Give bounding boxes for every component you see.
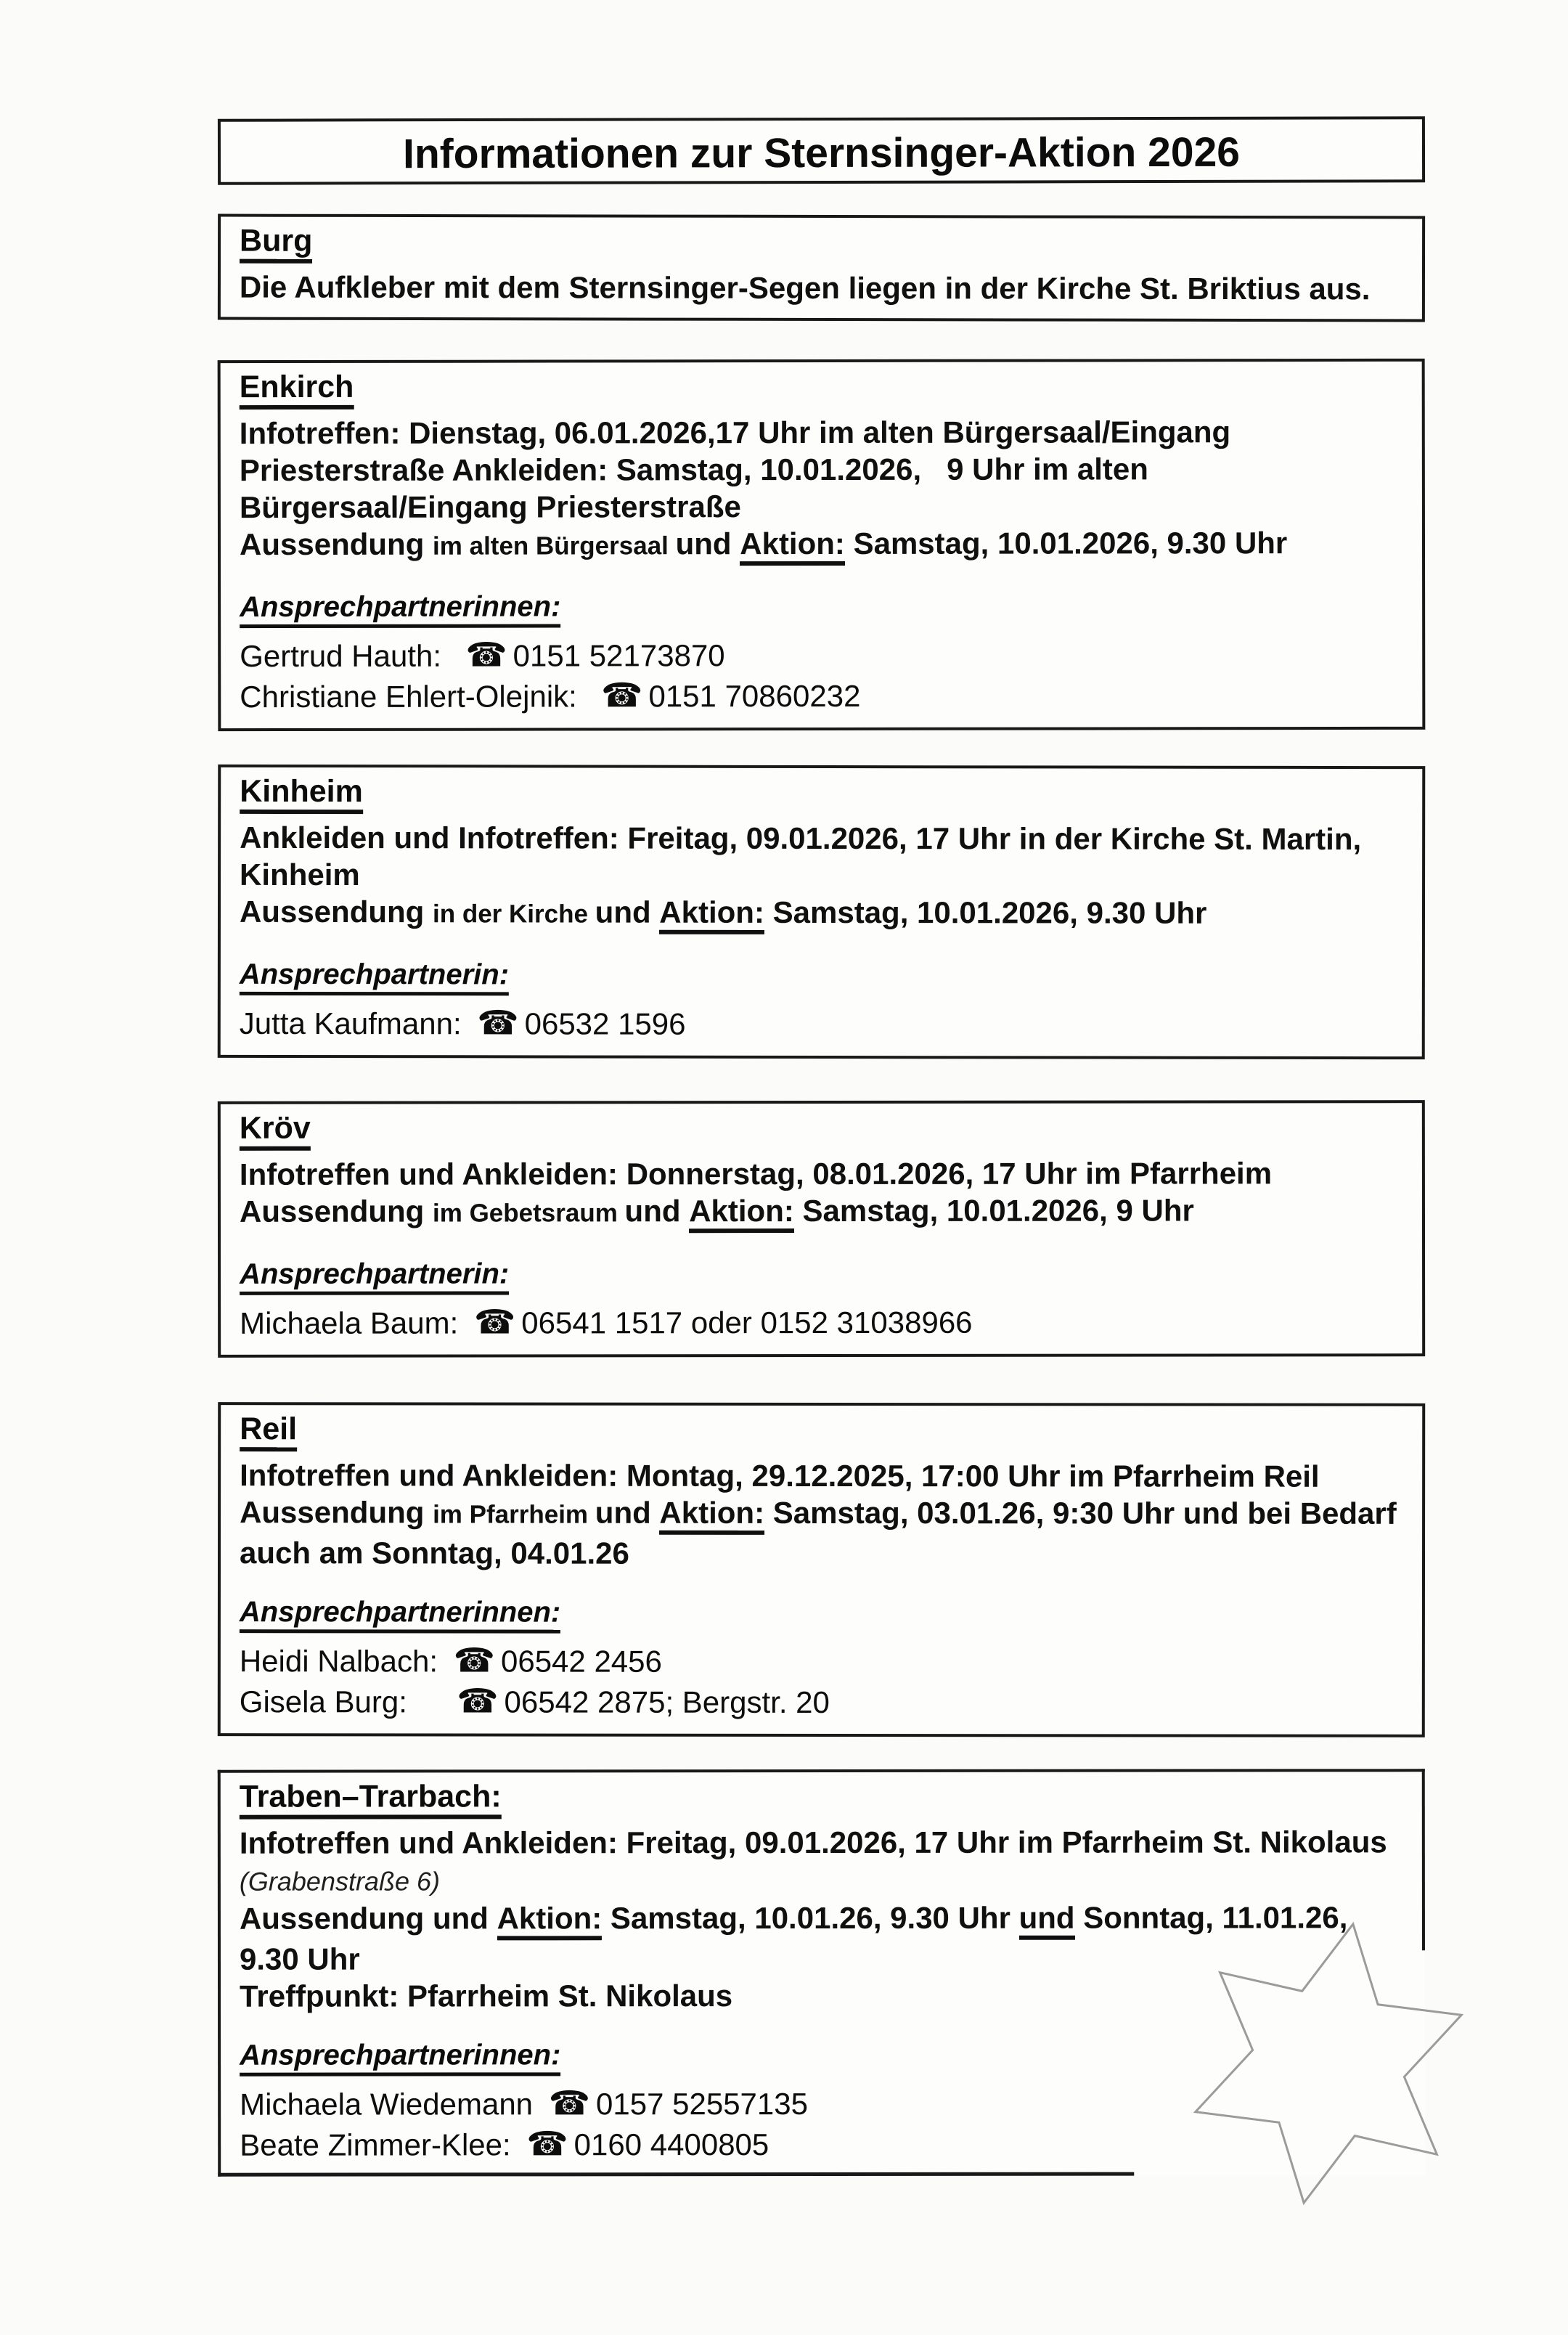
section-heading: Enkirch — [240, 370, 354, 409]
contact-name: Christiane Ehlert-Olejnik: — [240, 679, 595, 714]
text-line: Ankleiden und Infotreffen: Freitag, 09.01.2026, 17 Uhr in der Kirche St. Martin, — [240, 820, 1362, 857]
text-line: Infotreffen und Ankleiden: Freitag, 09.01.2026, 17 Uhr im Pfarrheim St. Nikolaus — [239, 1825, 1387, 1860]
contacts-heading: Ansprechpartnerinnen: — [240, 2039, 560, 2076]
text-line: Infotreffen und Ankleiden: Montag, 29.12.2025, 17:00 Uhr im Pfarrheim Reil — [240, 1458, 1320, 1493]
text-line: Aussendung und Aktion: Samstag, 10.01.26, 9.30 Uhr und Sonntag, 11.01.26, — [240, 1899, 1403, 1940]
contact-list — [240, 1640, 1403, 1723]
contact-name: Michaela Wiedemann — [240, 2087, 542, 2122]
contact-number: 06541 1517 oder 0152 31038966 — [521, 1305, 973, 1340]
contact-name: Michaela Baum: — [240, 1305, 467, 1340]
contact-name: Jutta Kaufmann: — [239, 1006, 470, 1041]
contact-line — [240, 1301, 1403, 1343]
star-icon — [1180, 1922, 1479, 2206]
section-body — [240, 1154, 1403, 1234]
contact-number: 06532 1596 — [524, 1006, 686, 1041]
section-heading: Traben–Trarbach: — [240, 1780, 502, 1819]
section-body — [240, 413, 1403, 566]
contacts-heading-row — [240, 1232, 1403, 1303]
section-heading-row — [240, 775, 1403, 820]
contact-number: 0151 70860232 — [648, 678, 861, 714]
contact-name: Beate Zimmer-Klee: — [240, 2127, 520, 2162]
contact-number: 0160 4400805 — [573, 2127, 769, 2162]
text-line: Priesterstraße Ankleiden: Samstag, 10.01.2026, 9 Uhr im alten — [239, 452, 1148, 488]
contact-name: Heidi Nalbach: — [239, 1644, 446, 1679]
contact-list — [240, 1301, 1403, 1343]
title-box — [218, 116, 1425, 184]
section-heading-row — [240, 369, 1403, 415]
section-enkirch — [218, 359, 1426, 731]
contact-number: 0157 52557135 — [595, 2087, 809, 2122]
text-line: Infotreffen: Dienstag, 06.01.2026,17 Uhr im alten Bürgersaal/Eingang — [239, 415, 1231, 451]
contact-number: 0151 52173870 — [513, 638, 725, 673]
phone-icon: ☎ — [526, 2124, 568, 2164]
text-line: Aussendung in der Kirche und Aktion: Samstag, 10.01.2026, 9.30 Uhr — [240, 893, 1403, 935]
section-heading: Kinheim — [240, 775, 363, 814]
text-line: Aussendung im Gebetsraum und Aktion: Samstag, 10.01.2026, 9 Uhr — [240, 1191, 1403, 1234]
phone-icon: ☎ — [453, 1640, 496, 1680]
section-heading-row — [240, 1412, 1403, 1458]
section-body — [240, 269, 1403, 308]
contact-line — [240, 675, 1403, 717]
text-line: Infotreffen und Ankleiden: Donnerstag, 08.01.2026, 17 Uhr im Pfarrheim — [239, 1156, 1273, 1191]
contact-number: 06542 2456 — [500, 1644, 662, 1679]
contact-name: Gisela Burg: — [239, 1684, 450, 1719]
phone-icon: ☎ — [457, 1681, 499, 1721]
contacts-heading: Ansprechpartnerinnen: — [240, 591, 560, 629]
text-line: Kinheim — [240, 857, 360, 892]
contact-line — [240, 634, 1403, 676]
contacts-heading: Ansprechpartnerin: — [240, 1258, 509, 1295]
document-title: Informationen zur Sternsinger-Aktion 2026 — [403, 129, 1240, 178]
text-line: Aussendung im Pfarrheim und Aktion: Samstag, 03.01.26, 9:30 Uhr und bei Bedarf — [240, 1493, 1403, 1536]
phone-icon: ☎ — [477, 1003, 519, 1043]
contact-list — [240, 634, 1403, 717]
contact-line — [240, 1640, 1403, 1682]
section-heading: Kröv — [240, 1112, 311, 1151]
phone-icon: ☎ — [473, 1302, 516, 1342]
section-reil — [218, 1402, 1425, 1737]
section-body — [240, 819, 1403, 935]
contact-line — [240, 1003, 1403, 1045]
contact-line — [240, 1681, 1403, 1723]
contact-name: Gertrud Hauth: — [240, 638, 459, 674]
text-line: Treffpunkt: Pfarrheim St. Nikolaus — [240, 1979, 733, 2013]
section-kinheim — [218, 765, 1426, 1059]
text-line: Die Aufkleber mit dem Sternsinger-Segen liegen in der Kirche St. Briktius aus. — [239, 269, 1371, 306]
phone-icon: ☎ — [548, 2083, 591, 2123]
contacts-heading-row — [240, 565, 1403, 635]
section-burg — [218, 214, 1425, 322]
text-line: 9.30 Uhr — [239, 1941, 360, 1976]
text-line: Aussendung im alten Bürgersaal und Aktion: Samstag, 10.01.2026, 9.30 Uhr — [240, 524, 1403, 566]
section-heading: Burg — [240, 224, 312, 264]
text-line: auch am Sonntag, 04.01.26 — [239, 1536, 629, 1570]
contact-list — [240, 1003, 1403, 1045]
contacts-heading: Ansprechpartnerin: — [240, 958, 509, 996]
section-heading-row — [240, 1779, 1403, 1824]
phone-icon: ☎ — [465, 635, 507, 675]
partial-border-bottom — [218, 2172, 1134, 2177]
contacts-heading-row — [240, 934, 1403, 1004]
contacts-heading-row — [240, 1571, 1403, 1642]
section-heading-row — [240, 224, 1403, 271]
contacts-heading: Ansprechpartnerinnen: — [240, 1596, 560, 1633]
phone-icon: ☎ — [601, 675, 643, 715]
document-page — [0, 118, 1568, 2335]
section-heading-row — [240, 1110, 1403, 1156]
section-body — [240, 1456, 1403, 1573]
text-line: (Grabenstraße 6) — [239, 1866, 441, 1896]
section-heading: Reil — [240, 1412, 297, 1451]
section-kroev — [218, 1100, 1425, 1358]
text-line: Bürgersaal/Eingang Priesterstraße — [239, 489, 741, 525]
contact-number: 06542 2875; Bergstr. 20 — [504, 1684, 830, 1720]
